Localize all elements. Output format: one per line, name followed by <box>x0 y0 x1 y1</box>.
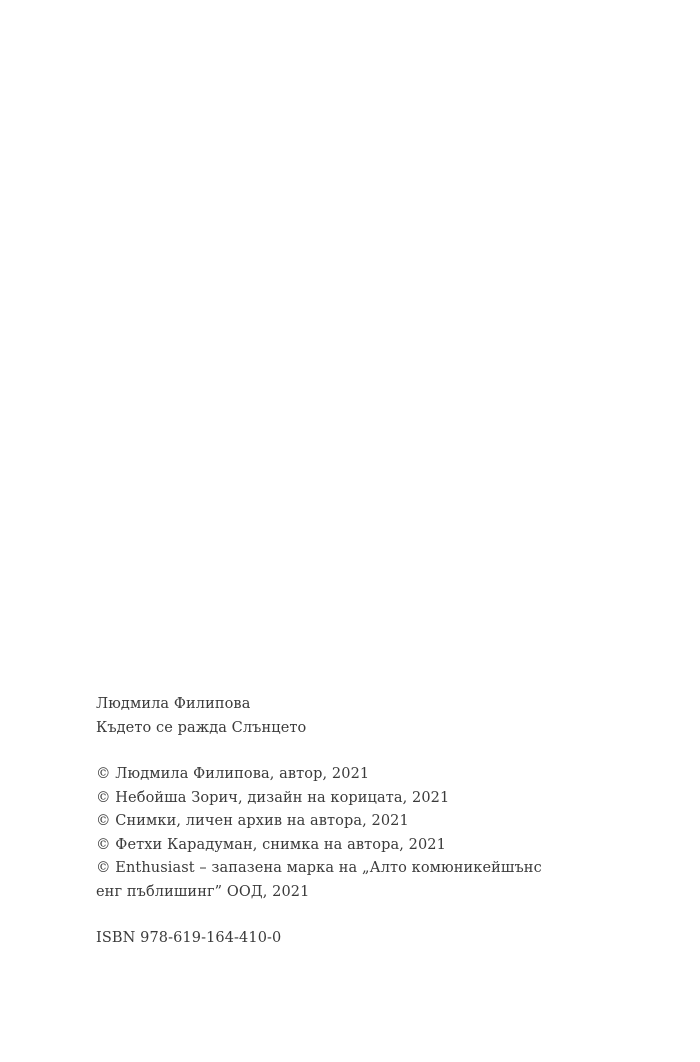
isbn-number: ISBN 978-619-164-410-0 <box>96 930 282 946</box>
copyright-line-cover-design: © Небойша Зорич, дизайн на корицата, 2021 <box>96 789 450 806</box>
author-name: Людмила Филипова <box>96 696 251 712</box>
copyright-line-trademark-continued: енг пъблишинг” ООД, 2021 <box>96 883 310 900</box>
copyright-line-photos: © Снимки, личен архив на автора, 2021 <box>96 813 409 829</box>
imprint-block <box>96 693 616 951</box>
isbn-block <box>96 927 616 951</box>
copyright-notices <box>96 763 616 904</box>
copyright-line-author: © Людмила Филипова, автор, 2021 <box>96 766 370 782</box>
copyright-line-trademark: © Enthusiast – запазена марка на „Алто комюникейшънс <box>96 860 542 876</box>
copyright-line-author-photo: © Фетхи Карадуман, снимка на автора, 2021 <box>96 836 446 853</box>
book-title: Където се ражда Слънцето <box>96 719 307 736</box>
book-info <box>96 693 616 740</box>
